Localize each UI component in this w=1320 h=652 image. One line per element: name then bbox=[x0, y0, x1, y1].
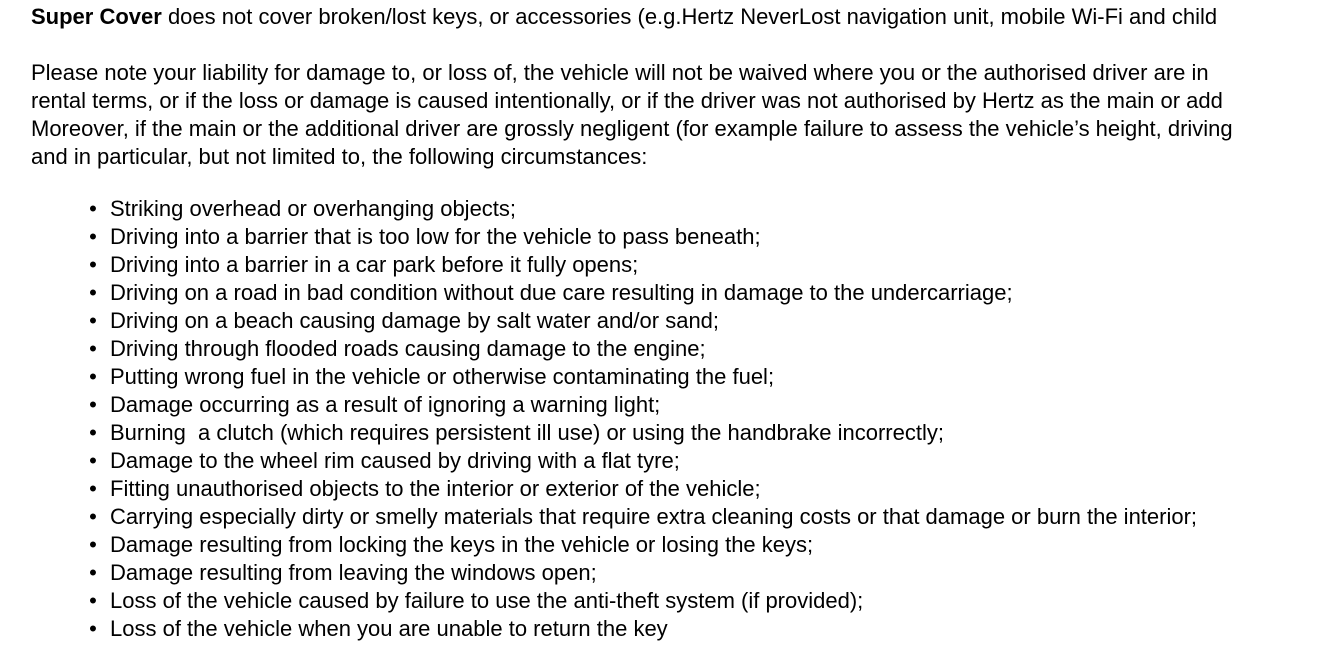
list-item bbox=[0, 251, 1197, 279]
super-cover-paragraph bbox=[31, 3, 1217, 31]
liability-line: Moreover, if the main or the additional driver are grossly negligent (for example failure to assess the vehicle’s height, driving bbox=[31, 116, 1233, 141]
list-item-text: Driving into a barrier that is too low for the vehicle to pass beneath; bbox=[110, 224, 761, 249]
list-item-text: Carrying especially dirty or smelly materials that require extra cleaning costs or that damage or burn the interior; bbox=[110, 504, 1198, 529]
list-item-text: Damage to the wheel rim caused by driving with a flat tyre; bbox=[110, 448, 680, 473]
list-item bbox=[0, 503, 1197, 531]
list-item bbox=[0, 391, 1197, 419]
bullet-icon: • bbox=[89, 616, 97, 641]
list-item-text: Driving on a road in bad condition without due care resulting in damage to the undercarriage; bbox=[110, 280, 1013, 305]
list-item-text: Putting wrong fuel in the vehicle or otherwise contaminating the fuel; bbox=[110, 364, 775, 389]
super-cover-term: Super Cover bbox=[31, 4, 162, 29]
list-item-text: Fitting unauthorised objects to the interior or exterior of the vehicle; bbox=[110, 476, 761, 501]
bullet-icon: • bbox=[89, 196, 97, 221]
liability-line: rental terms, or if the loss or damage is caused intentionally, or if the driver was not authorised by Hertz as the main or add bbox=[31, 88, 1223, 113]
list-item bbox=[0, 195, 1197, 223]
liability-line: Please note your liability for damage to, or loss of, the vehicle will not be waived where you or the authorised driver are in bbox=[31, 60, 1209, 85]
bullet-icon: • bbox=[89, 364, 97, 389]
list-item bbox=[0, 419, 1197, 447]
bullet-icon: • bbox=[89, 532, 97, 557]
bullet-icon: • bbox=[89, 336, 97, 361]
liability-paragraph bbox=[31, 59, 1233, 171]
list-item bbox=[0, 307, 1197, 335]
circumstances-list bbox=[0, 195, 1197, 643]
bullet-icon: • bbox=[89, 252, 97, 277]
list-item bbox=[0, 531, 1197, 559]
bullet-icon: • bbox=[89, 308, 97, 333]
list-item bbox=[0, 335, 1197, 363]
list-item bbox=[0, 447, 1197, 475]
list-item bbox=[0, 223, 1197, 251]
list-item-text: Driving into a barrier in a car park before it fully opens; bbox=[110, 252, 639, 277]
list-item bbox=[0, 559, 1197, 587]
bullet-icon: • bbox=[89, 224, 97, 249]
list-item-text: Loss of the vehicle caused by failure to use the anti-theft system (if provided); bbox=[110, 588, 864, 613]
bullet-icon: • bbox=[89, 280, 97, 305]
bullet-icon: • bbox=[89, 392, 97, 417]
list-item-text: Striking overhead or overhanging objects; bbox=[110, 196, 517, 221]
list-item-text: Damage resulting from leaving the windows open; bbox=[110, 560, 597, 585]
bullet-icon: • bbox=[89, 560, 97, 585]
bullet-icon: • bbox=[89, 504, 97, 529]
bullet-icon: • bbox=[89, 476, 97, 501]
list-item-text: Damage resulting from locking the keys in the vehicle or losing the keys; bbox=[110, 532, 814, 557]
list-item-text: Damage occurring as a result of ignoring a warning light; bbox=[110, 392, 661, 417]
list-item-text: Loss of the vehicle when you are unable to return the key bbox=[110, 616, 668, 641]
super-cover-text: does not cover broken/lost keys, or accessories (e.g.Hertz NeverLost navigation unit, mobile Wi-Fi and child bbox=[161, 4, 1218, 29]
list-item bbox=[0, 475, 1197, 503]
bullet-icon: • bbox=[89, 448, 97, 473]
liability-line: and in particular, but not limited to, the following circumstances: bbox=[31, 144, 648, 169]
list-item bbox=[0, 363, 1197, 391]
list-item-text: Driving on a beach causing damage by salt water and/or sand; bbox=[110, 308, 720, 333]
list-item-text: Burning a clutch (which requires persistent ill use) or using the handbrake incorrectly; bbox=[110, 420, 944, 445]
list-item-text: Driving through flooded roads causing damage to the engine; bbox=[110, 336, 706, 361]
list-item bbox=[0, 587, 1197, 615]
list-item bbox=[0, 615, 1197, 643]
bullet-icon: • bbox=[89, 420, 97, 445]
bullet-icon: • bbox=[89, 588, 97, 613]
list-item bbox=[0, 279, 1197, 307]
